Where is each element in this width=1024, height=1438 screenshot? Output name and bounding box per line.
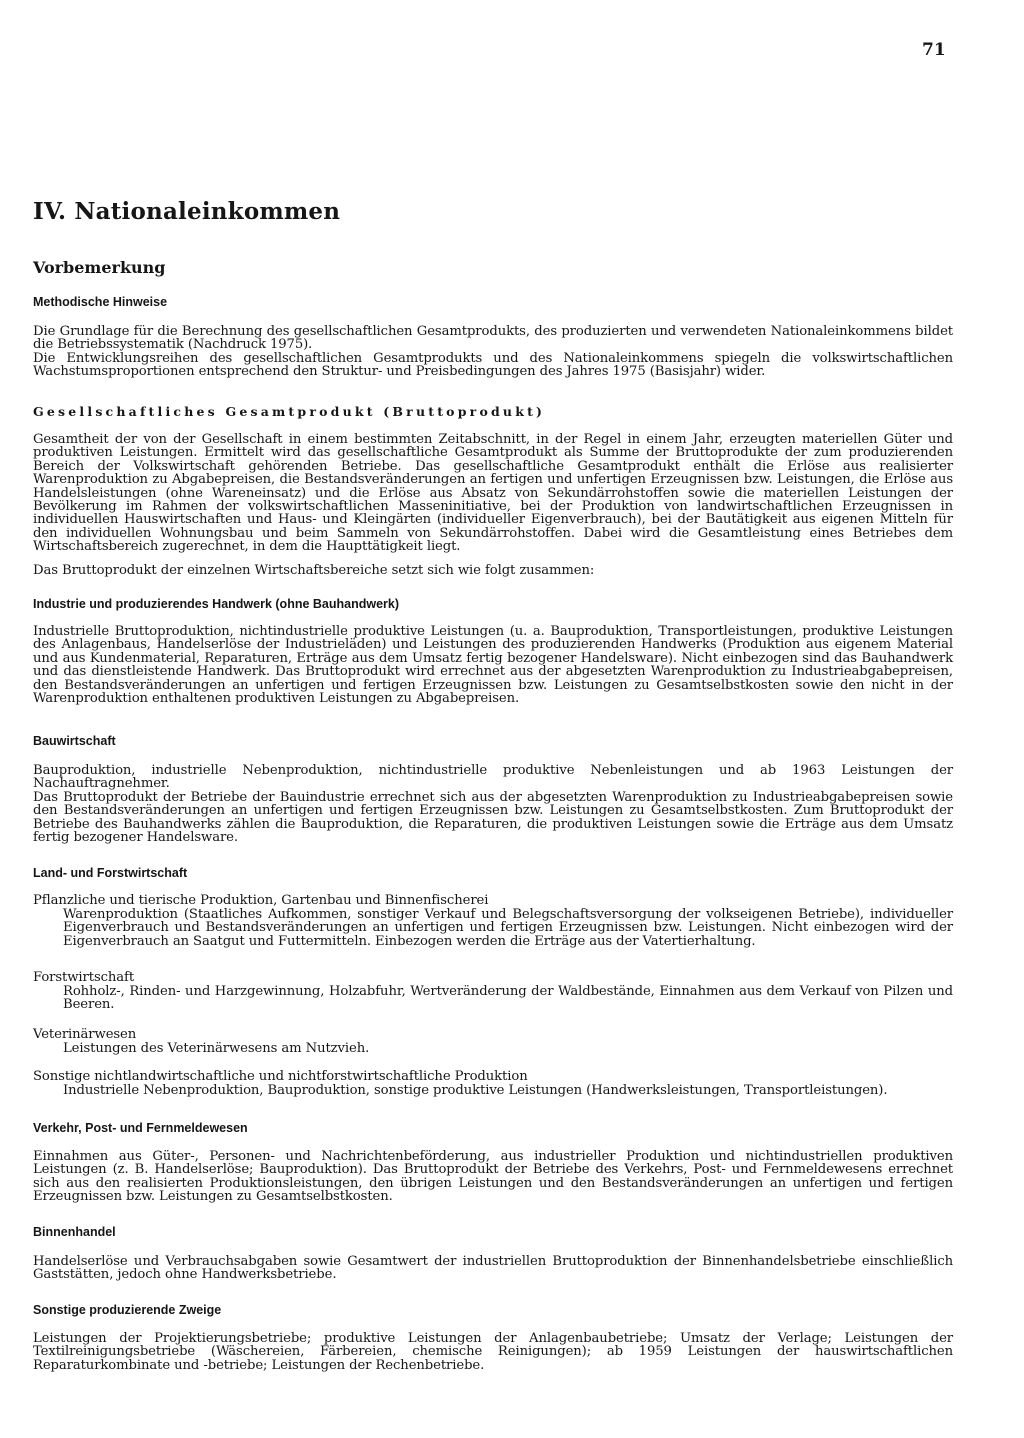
section-heading-vorbemerkung: Vorbemerkung	[33, 258, 166, 277]
heading-bauwirtschaft: Bauwirtschaft	[33, 734, 116, 748]
paragraph-bauwirtschaft-1: Bauproduktion, industrielle Nebenproduktion, nichtindustrielle produktive Nebenleistungen und ab 1963 Leistungen der Nachauftragnehmer.	[33, 763, 953, 792]
heading-binnenhandel: Binnenhandel	[33, 1225, 116, 1239]
paragraph-bauwirtschaft-2: Das Bruttoprodukt der Betriebe der Bauindustrie errechnet sich aus der abgesetzten Warenproduktion zu Industrieabgabepreisen sowie den Bestandsveränderungen an unfertigen und fertigen Erzeugnissen bzw. Leistungen zu Gesamtselbstkosten. Zum Bruttoprodukt der Betriebe des Bauhandwerks zählen die Bauproduktion, die Reparaturen, die produktiven Leistungen sowie die Erträge aus dem Umsatz fertig bezogener Handelsware.	[33, 790, 953, 846]
heading-methodische-hinweise: Methodische Hinweise	[33, 295, 168, 309]
paragraph-verkehr: Einnahmen aus Güter-, Personen- und Nachrichtenbeförderung, aus industrieller Produktion und nichtindustriellen produktiven Leistungen (z. B. Handelserlöse; Bauproduktion). Das Bruttoprodukt der Betriebe des Verkehrs, Post- und Fernmeldewesens errechnet sich aus den realisierten Produktionsleistungen, den übrigen Leistungen und den Bestandsveränderungen an unfertigen und fertigen Erzeugnissen bzw. Leistungen zu Gesamtselbstkosten.	[33, 1149, 953, 1205]
paragraph-sonstige-zweige: Leistungen der Projektierungsbetriebe; produktive Leistungen der Anlagenbaubetriebe; Umsatz der Verlage; Leistungen der Textilreinigungsbetriebe (Wäschereien, Färbereien, chemische Reinigungen); ab 1959 Leistungen der hauswirtschaftlichen Reparaturkombinate und -betriebe; Leistungen der Rechenbetriebe.	[33, 1331, 953, 1373]
heading-verkehr: Verkehr, Post- und Fernmeldewesen	[33, 1121, 248, 1135]
heading-industrie: Industrie und produzierendes Handwerk (ohne Bauhandwerk)	[33, 597, 400, 611]
subheading-veterinaerwesen: Veterinärwesen	[33, 1027, 137, 1042]
subheading-pflanzliche-produktion: Pflanzliche und tierische Produktion, Gartenbau und Binnenfischerei	[33, 893, 489, 908]
subheading-sonstige-produktion: Sonstige nichtlandwirtschaftliche und nichtforstwirtschaftliche Produktion	[33, 1069, 528, 1084]
heading-land-forstwirtschaft: Land- und Forstwirtschaft	[33, 866, 188, 880]
subheading-forstwirtschaft: Forstwirtschaft	[33, 970, 135, 985]
page-number: 71	[922, 40, 946, 60]
heading-sonstige-zweige: Sonstige produzierende Zweige	[33, 1303, 222, 1317]
paragraph-methodische-1: Die Grundlage für die Berechnung des gesellschaftlichen Gesamtprodukts, des produzierten und verwendeten Nationaleinkommens bildet die Betriebssystematik (Nachdruck 1975).	[33, 324, 953, 353]
paragraph-forstwirtschaft: Rohholz-, Rinden- und Harzgewinnung, Holzabfuhr, Wertveränderung der Waldbestände, Einnahmen aus dem Verkauf von Pilzen und Beeren.	[63, 984, 953, 1013]
chapter-title: IV. Nationaleinkommen	[33, 198, 341, 225]
paragraph-methodische-2: Die Entwicklungsreihen des gesellschaftlichen Gesamtprodukts und des Nationaleinkommens spiegeln die volkswirtschaftlichen Wachstumsproportionen entsprechend den Struktur- und Preisbedingungen des Jahres 1975 (Basisjahr) wider.	[33, 351, 953, 380]
paragraph-industrie: Industrielle Bruttoproduktion, nichtindustrielle produktive Leistungen (u. a. Bauproduktion, Transportleistungen, produktive Leistungen des Anlagenbaus, Handelserlöse der Industrieläden) und Leistungen des produzierenden Handwerks (Produktion aus eigenem Material und aus Kundenmaterial, Reparaturen, Erträge aus dem Umsatz fertig bezogener Handelsware). Nicht einbezogen sind das Bauhandwerk und das dienstleistende Handwerk. Das Bruttoprodukt wird errechnet aus der abgesetzten Warenproduktion zu Industrieabgabepreisen, den Bestandsveränderungen an unfertigen und fertigen Erzeugnissen bzw. Leistungen zu Gesamtselbstkosten sowie den nicht in der Warenproduktion enthaltenen produktiven Leistungen zu Abgabepreisen.	[33, 624, 953, 707]
paragraph-binnenhandel: Handelserlöse und Verbrauchsabgaben sowie Gesamtwert der industriellen Bruttoproduktion der Binnenhandelsbetriebe einschließlich Gaststätten, jedoch ohne Handwerksbetriebe.	[33, 1254, 953, 1283]
heading-gesamtprodukt: Gesellschaftliches Gesamtprodukt (Bruttoprodukt)	[33, 404, 546, 419]
paragraph-pflanzliche-produktion: Warenproduktion (Staatliches Aufkommen, sonstiger Verkauf und Belegschaftsversorgung der volkseigenen Betriebe), individueller Eigenverbrauch und Bestandsveränderungen an unfertigen und fertigen Erzeugnissen bzw. Leistungen. Nicht einbezogen wird der Eigenverbrauch an Saatgut und Futtermitteln. Einbezogen werden die Erträge aus der Vatertierhaltung.	[63, 907, 953, 949]
paragraph-gesamtprodukt-1: Gesamtheit der von der Gesellschaft in einem bestimmten Zeitabschnitt, in der Regel in einem Jahr, erzeugten materiellen Güter und produktiven Leistungen. Ermittelt wird das gesellschaftliche Gesamtprodukt als Summe der Bruttoprodukte der zum produzierenden Bereich der Volkswirtschaft gehörenden Betriebe. Das gesellschaftliche Gesamtprodukt enthält die Erlöse aus realisierter Warenproduktion zu Abgabepreisen, die Bestandsveränderungen an fertigen und unfertigen Erzeugnissen bzw. Leistungen, die Erlöse aus Handelsleistungen (ohne Wareneinsatz) und die Erlöse aus Absatz von Sekundärrohstoffen sowie die materiellen Leistungen der Bevölkerung im Rahmen der volkswirtschaftlichen Masseninitiative, bei der Produktion von landwirtschaftlichen Erzeugnissen in individuellen Hauswirtschaften und Haus- und Kleingärten (individueller Eigenverbrauch), bei der Bautätigkeit aus eigenen Mitteln für den individuellen Wohnungsbau und beim Sammeln von Sekundärrohstoffen. Dabei wird die Gesamtleistung eines Betriebes dem Wirtschaftsbereich zugerechnet, in dem die Haupttätigkeit liegt.	[33, 432, 953, 555]
paragraph-veterinaerwesen: Leistungen des Veterinärwesens am Nutzvieh.	[63, 1041, 370, 1056]
paragraph-sonstige-produktion: Industrielle Nebenproduktion, Bauproduktion, sonstige produktive Leistungen (Handwerksleistungen, Transportleistungen).	[63, 1083, 888, 1098]
paragraph-gesamtprodukt-2: Das Bruttoprodukt der einzelnen Wirtschaftsbereiche setzt sich wie folgt zusammen:	[33, 563, 595, 578]
